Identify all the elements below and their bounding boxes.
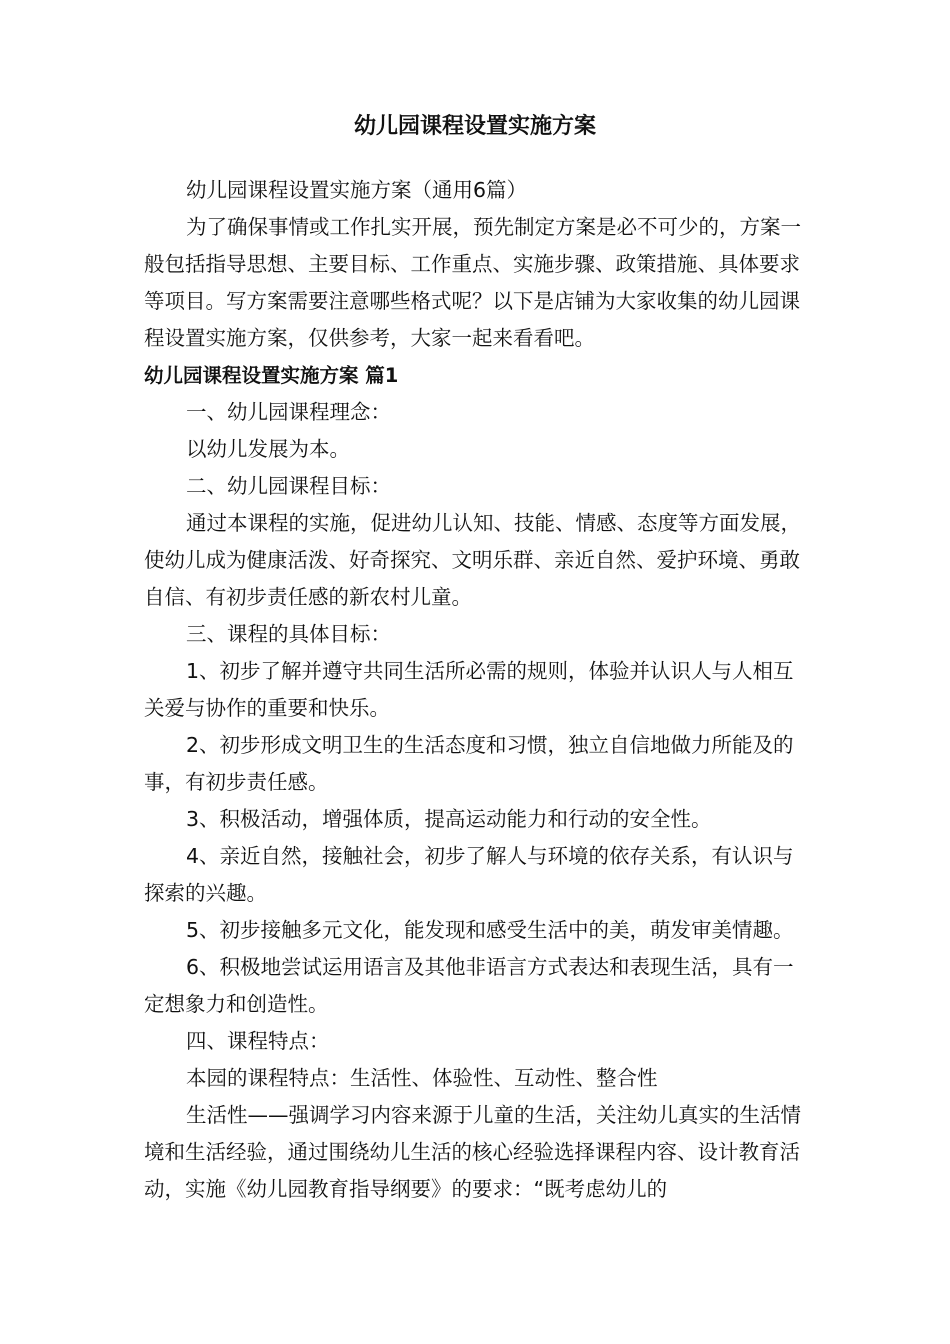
document-title: 幼儿园课程设置实施方案 bbox=[353, 114, 596, 139]
body-paragraph: 三、课程的具体目标： bbox=[186, 622, 391, 646]
body-paragraph: 3、积极活动，增强体质，提高运动能力和行动的安全性。 bbox=[186, 807, 712, 831]
body-paragraph: 以幼儿发展为本。 bbox=[186, 437, 350, 461]
body-paragraph: 本园的课程特点：生活性、体验性、互动性、整合性 bbox=[186, 1066, 658, 1090]
document-body bbox=[144, 172, 812, 1208]
body-paragraph: 四、课程特点： bbox=[186, 1029, 330, 1053]
body-paragraph: 1、初步了解并遵守共同生活所必需的规则，体验并认识人与人相互关爱与协作的重要和快乐。 bbox=[144, 659, 794, 720]
body-paragraph: 通过本课程的实施，促进幼儿认知、技能、情感、态度等方面发展，使幼儿成为健康活泼、好奇探究、文明乐群、亲近自然、爱护环境、勇敢自信、有初步责任感的新农村儿童。 bbox=[144, 511, 801, 609]
body-paragraph: 6、积极地尝试运用语言及其他非语言方式表达和表现生活，具有一定想象力和创造性。 bbox=[144, 955, 794, 1016]
body-paragraph: 二、幼儿园课程目标： bbox=[186, 474, 391, 498]
body-paragraph: 幼儿园课程设置实施方案（通用6篇） bbox=[186, 178, 528, 202]
body-paragraph: 生活性——强调学习内容来源于儿童的生活，关注幼儿真实的生活情境和生活经验，通过围绕幼儿生活的核心经验选择课程内容、设计教育活动，实施《幼儿园教育指导纲要》的要求：“既考虑幼儿的 bbox=[144, 1103, 801, 1201]
body-paragraph: 一、幼儿园课程理念： bbox=[186, 400, 391, 424]
body-paragraph: 4、亲近自然，接触社会，初步了解人与环境的依存关系，有认识与探索的兴趣。 bbox=[144, 844, 794, 905]
body-paragraph: 为了确保事情或工作扎实开展，预先制定方案是必不可少的，方案一般包括指导思想、主要目标、工作重点、实施步骤、政策措施、具体要求等项目。写方案需要注意哪些格式呢？以下是店铺为大家收集的幼儿园课程设置实施方案，仅供参考，大家一起来看看吧。 bbox=[144, 215, 801, 350]
body-paragraph: 5、初步接触多元文化，能发现和感受生活中的美，萌发审美情趣。 bbox=[186, 918, 794, 942]
section-heading: 幼儿园课程设置实施方案 篇1 bbox=[144, 364, 399, 387]
body-paragraph: 2、初步形成文明卫生的生活态度和习惯，独立自信地做力所能及的事，有初步责任感。 bbox=[144, 733, 794, 794]
